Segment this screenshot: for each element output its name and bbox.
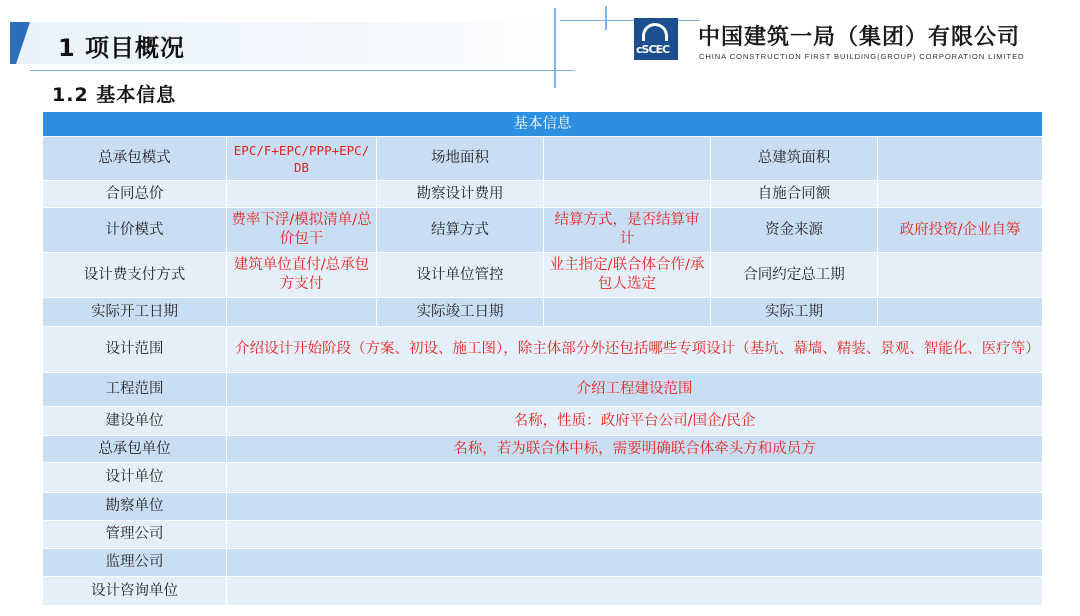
table-label: 资金来源	[711, 208, 878, 253]
table-label: 设计咨询单位	[43, 577, 227, 606]
table-value	[227, 463, 1043, 493]
table-header: 基本信息	[43, 112, 1043, 137]
table-label: 设计单位	[43, 463, 227, 493]
table-value	[227, 521, 1043, 549]
table-label: 总建筑面积	[711, 137, 878, 181]
table-label: 总承包模式	[43, 137, 227, 181]
table-label: 勘察单位	[43, 493, 227, 521]
table-label: 工程范围	[43, 373, 227, 407]
table-value: 政府投资/企业自筹	[878, 208, 1043, 253]
table-label: 计价模式	[43, 208, 227, 253]
table-label: 建设单位	[43, 407, 227, 436]
table-label: 自施合同额	[711, 181, 878, 208]
decor-line	[30, 70, 575, 71]
decor-line	[605, 6, 607, 30]
table-label: 场地面积	[377, 137, 544, 181]
table-label: 结算方式	[377, 208, 544, 253]
table-value	[544, 137, 711, 181]
table-label: 合同约定总工期	[711, 253, 878, 298]
logo-mark-icon	[642, 23, 668, 41]
table-value: 结算方式，是否结算审计	[544, 208, 711, 253]
table-value: 建筑单位直付/总承包方支付	[227, 253, 377, 298]
table-label: 设计单位管控	[377, 253, 544, 298]
table-label: 总承包单位	[43, 436, 227, 463]
table-value	[878, 181, 1043, 208]
table-value	[544, 181, 711, 208]
table-value	[227, 181, 377, 208]
decor-line	[554, 8, 556, 88]
table-value	[227, 549, 1043, 577]
table-value: 费率下浮/模拟清单/总价包干	[227, 208, 377, 253]
company-logo	[634, 18, 678, 60]
table-label: 实际竣工日期	[377, 298, 544, 327]
table-value	[878, 298, 1043, 327]
table-label: 勘察设计费用	[377, 181, 544, 208]
table-value	[878, 253, 1043, 298]
table-value: 介绍设计开始阶段（方案、初设、施工图），除主体部分外还包括哪些专项设计（基坑、幕墙、精装、景观、智能化、医疗等）	[227, 327, 1043, 373]
table-value	[227, 493, 1043, 521]
table-label: 设计费支付方式	[43, 253, 227, 298]
table-value	[878, 137, 1043, 181]
table-label: 合同总价	[43, 181, 227, 208]
table-label: 实际工期	[711, 298, 878, 327]
company-name-cn: 中国建筑一局（集团）有限公司	[698, 25, 1021, 50]
table-value	[227, 577, 1043, 606]
table-value: 名称，性质：政府平台公司/国企/民企	[227, 407, 1043, 436]
table-label: 实际开工日期	[43, 298, 227, 327]
table-label: 设计范围	[43, 327, 227, 373]
logo-text: cSCEC	[636, 43, 670, 56]
decor-line	[560, 20, 700, 21]
section-title: 1.2 基本信息	[52, 84, 177, 106]
table-label: 管理公司	[43, 521, 227, 549]
table-value: 名称，若为联合体中标，需要明确联合体牵头方和成员方	[227, 436, 1043, 463]
page-title: 1 项目概况	[58, 34, 186, 62]
table-value: 业主指定/联合体合作/承包人选定	[544, 253, 711, 298]
table-value	[544, 298, 711, 327]
table-label: 监理公司	[43, 549, 227, 577]
basic-info-table	[42, 111, 1043, 606]
company-name-en: CHINA CONSTRUCTION FIRST BUILDING(GROUP) CORPORATION LIMITED	[699, 52, 1025, 61]
table-value: 介绍工程建设范围	[227, 373, 1043, 407]
table-value: EPC/F+EPC/PPP+EPC/DB	[227, 137, 377, 181]
table-value	[227, 298, 377, 327]
